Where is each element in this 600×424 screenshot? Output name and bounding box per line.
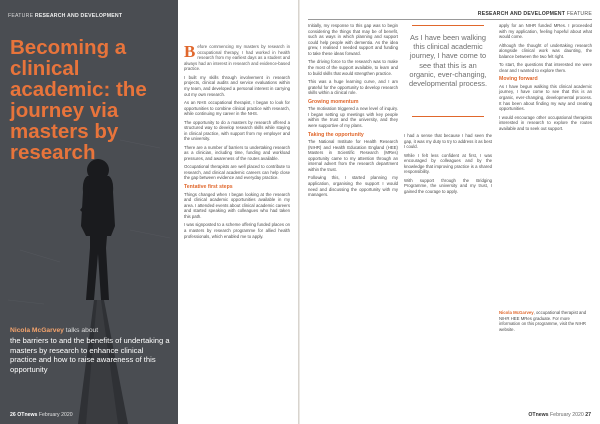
- magazine-name-right: OTnews: [528, 412, 549, 418]
- header-suffix: FEATURE: [566, 11, 592, 17]
- body-paragraph: Things changed when I began looking at the research and clinical academic opportunities available in my area. I attended events about clinical academic careers and started speaking with colleagues who had taken this path.: [184, 191, 290, 219]
- body-paragraph: Initially, my response to this gap was to begin considering the things that may be of benefit, such as ways in which planning and support could help people with dementia. As the idea grew, I realised I needed support and funding to take these ideas forward.: [308, 23, 398, 56]
- body-paragraph: To start, the questions that interested me were clear and I wanted to explore them.: [499, 62, 592, 73]
- body-paragraph: Following this, I started planning my application, organising the support I would need and discussing the opportunity with my managers.: [308, 175, 398, 198]
- subheading-growing: Growing momentum: [308, 98, 359, 105]
- body-paragraph: I was signposted to a scheme offering funded places on a masters by research programme for allied health professionals, which enabled me to apply.: [184, 222, 290, 239]
- page-number-right: 27: [585, 412, 591, 418]
- body-paragraph: Although the thought of undertaking research alongside clinical work was daunting, the balance between the two felt right.: [499, 42, 592, 59]
- pull-quote: [408, 25, 488, 117]
- caption-verb: talks about: [65, 327, 99, 334]
- pull-quote-text: As I have been walking this clinical academic journey, I have come to see that this is an organic, ever-changing, developmental process.: [408, 33, 488, 89]
- subheading-taking: Taking the opportunity: [308, 131, 364, 138]
- issue-date-right: February 2020: [550, 412, 584, 418]
- section-tag: [8, 13, 122, 19]
- bio-name: Nicola McGarvey: [499, 310, 534, 315]
- bio-text: occupational therapist and NIHR HEE MRes graduate. For more information on this programme, visit the NIHR website.: [499, 310, 587, 332]
- pull-quote-rule-bottom: [412, 116, 484, 117]
- magazine-name-left: OTnews: [17, 412, 38, 418]
- running-header: [308, 11, 592, 20]
- body-paragraph: With support through the Bridging Programme, the university and my trust, I gained the courage to apply.: [404, 177, 492, 194]
- body-paragraph: As an NHS occupational therapist, I began to look for opportunities to combine clinical practice with research, while continuing my career in the NHS.: [184, 99, 290, 117]
- body-paragraph: apply for an NIHR funded MRes. I proceeded with my application, feeling hopeful about what would come.: [499, 23, 592, 40]
- body-paragraph: The driving force to the research was to make the most of the support available, to learn and to build skills that would strengthen practice.: [308, 59, 398, 76]
- footer-left: [10, 412, 73, 418]
- body-paragraph: The motivation triggered a new level of inquiry. I began setting up meetings with key people within the trust and the university, and they were supportive of my plans.: [308, 106, 398, 128]
- body-paragraph: I would encourage other occupational therapists interested in research to explore the routes available and to seek out support.: [499, 114, 592, 131]
- author-name: Nicola McGarvey: [10, 327, 64, 334]
- pull-quote-rule-top: [412, 25, 484, 26]
- body-paragraph: The National Institute for Health Research (NIHR) and Health Education England (HEE) Masters in Scientific Research (MRes) opportunity came to my attention through an internal advert from the research department within the trust.: [308, 139, 398, 173]
- right-page: [300, 0, 600, 424]
- header-label: RESEARCH AND DEVELOPMENT: [477, 11, 566, 17]
- section-label: RESEARCH AND DEVELOPMENT: [34, 13, 123, 19]
- section-prefix: FEATURE: [8, 13, 34, 19]
- standfirst: the barriers to and the benefits of undertaking a masters by research to enhance clinical practice and how to raise awareness of this opportunity: [10, 336, 170, 374]
- body-paragraph: I built my skills through involvement in research projects, clinical audits and service evaluations within my team, and developed a personal interest in carrying out my own research.: [184, 74, 290, 97]
- subheading-moving: Moving forward: [499, 76, 538, 83]
- caption-block: [10, 327, 172, 374]
- body-paragraph: Occupational therapists are well placed to contribute to research, and clinical academic careers can help close the gap between evidence and everyday practice.: [184, 164, 290, 181]
- body-paragraph: The opportunity to do a masters by research offered a structured way to develop research skills while staying in clinical practice, with support from my employer and the university.: [184, 119, 290, 142]
- footer-right: [528, 412, 591, 418]
- article-column-3: [499, 23, 592, 134]
- drop-cap: B: [184, 42, 196, 61]
- article-title: Becoming a clinical academic: the journey via masters by research: [10, 36, 147, 164]
- lead-paragraph: [184, 44, 290, 72]
- body-paragraph: This was a huge learning curve, and I am grateful for the opportunity to develop research skills within a clinical role.: [308, 78, 398, 96]
- body-paragraph: There are a number of barriers to undertaking research as a clinician, including time, funding and workload pressures, and awareness of the routes available.: [184, 144, 290, 161]
- subheading-tentative: Tentative first steps: [184, 184, 233, 191]
- article-column-left: [184, 44, 290, 242]
- page-number-left: 26: [10, 412, 16, 418]
- author-bio: Nicola McGarvey, occupational therapist and NIHR HEE MRes graduate. For more information on this programme, visit the NIHR website.: [499, 310, 587, 332]
- body-paragraph: I had a sense that because I had seen the gap, it was my duty to try to address it as best I could.: [404, 133, 492, 150]
- issue-date-left: February 2020: [38, 412, 73, 418]
- body-paragraph: While I felt less confident at first, I was encouraged by colleagues and by the knowledge that improving practice is a shared responsibility.: [404, 152, 492, 175]
- article-column-1: [308, 23, 398, 201]
- lead-text: efore commencing my masters by research in occupational therapy, I had worked in health research from my earliest days as a student and always had an interest in research and evidence-based practice.: [184, 44, 290, 72]
- body-paragraph: As I have begun walking this clinical academic journey, I have come to see that this is an organic, ever-changing, developmental process. It has been about finding my way and creating opportunities.: [499, 83, 592, 112]
- article-column-2: [404, 133, 492, 197]
